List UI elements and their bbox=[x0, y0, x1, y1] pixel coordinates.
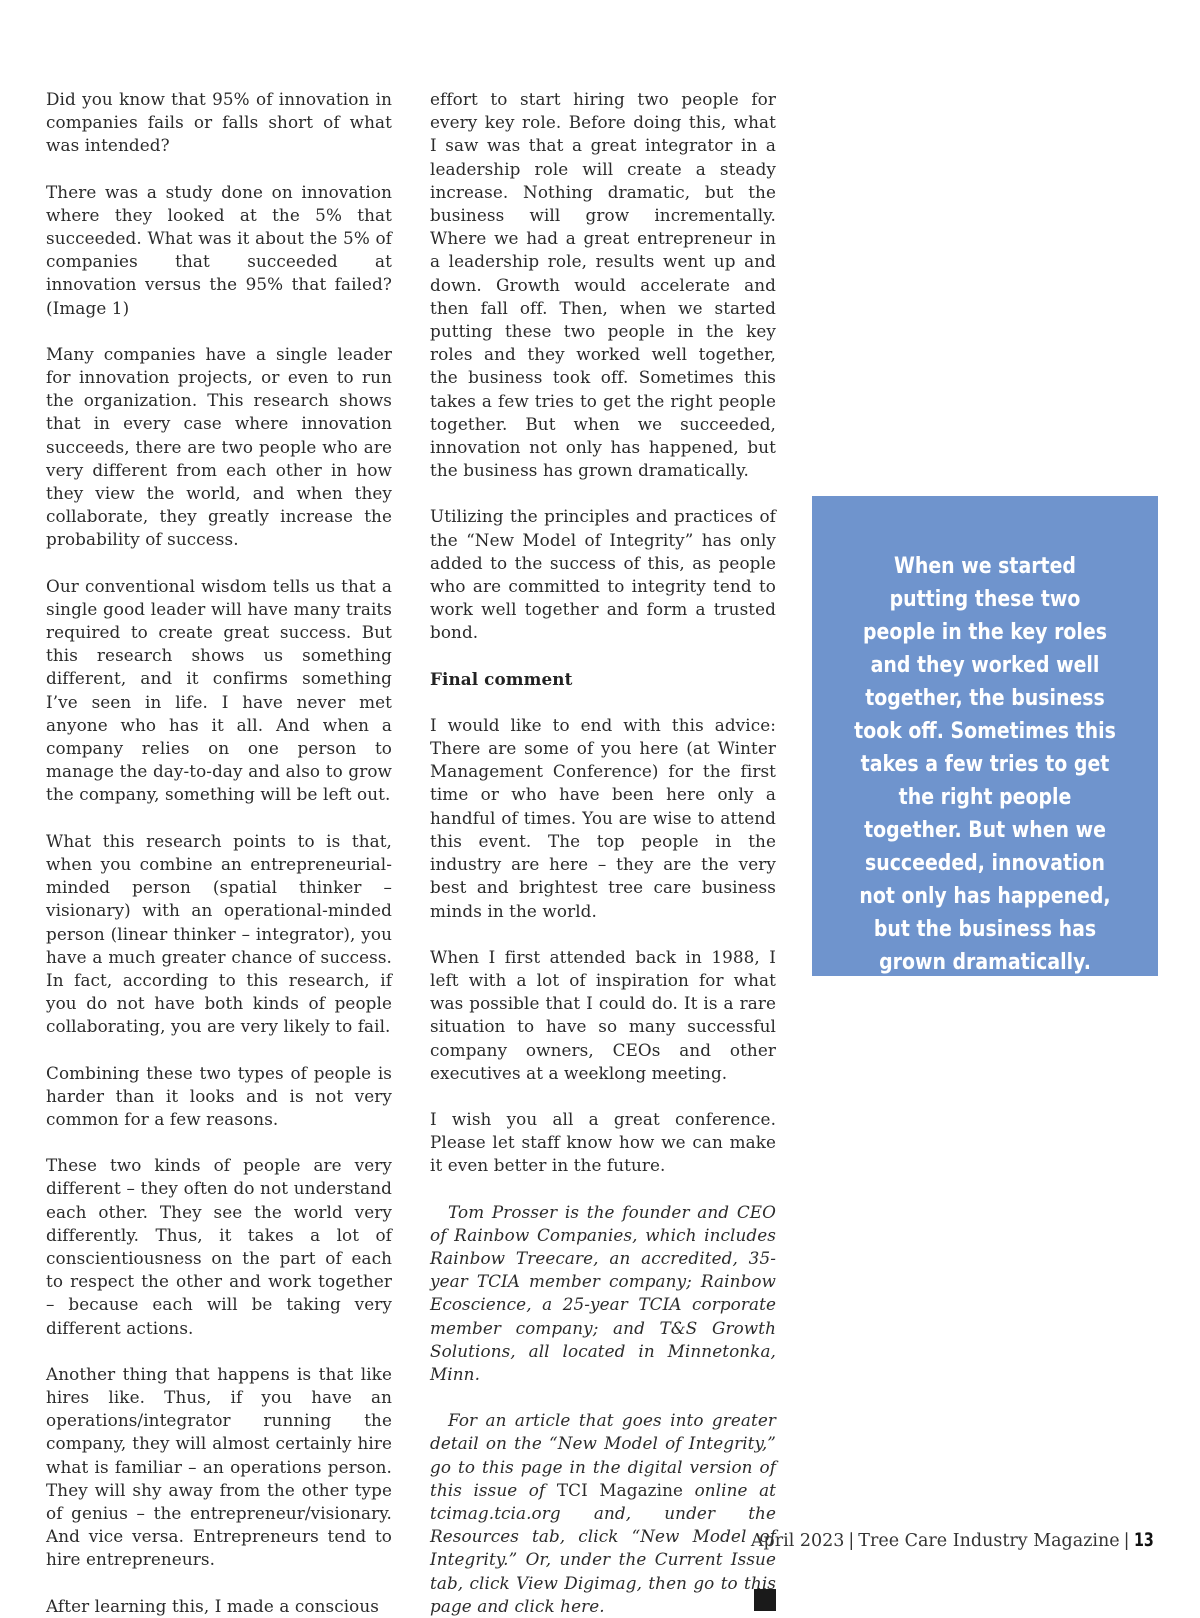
digital-edition-note bbox=[430, 1409, 776, 1618]
publication-name: Tree Care Industry Magazine bbox=[858, 1531, 1120, 1551]
page-footer bbox=[751, 1528, 1160, 1553]
paragraph: These two kinds of people are very different – they often do not understand each other. They see the world very differently. Thus, it takes a lot of conscientiousness on the part of each to respect the other and work together – because each will be taking very different actions. bbox=[46, 1155, 392, 1338]
paragraph: Utilizing the principles and practices of the “New Model of Integrity” has only added to the success of this, as people who are committed to integrity tend to work well together and form a trusted bond. bbox=[430, 506, 776, 643]
magazine-name: TCI Magazine bbox=[556, 1479, 684, 1500]
note-text: For an article that goes into greater detail on the “New Model of Integrity,” go to this page in the digital version of this issue of bbox=[430, 1410, 776, 1500]
paragraph: There was a study done on innovation where they looked at the 5% that succeeded. What was it about the 5% of companies that succeeded at innovation versus the 95% that failed? (Image 1) bbox=[46, 181, 392, 318]
paragraph: Did you know that 95% of innovation in companies fails or falls short of what was intended? bbox=[46, 89, 392, 156]
article-column-middle bbox=[430, 88, 776, 1618]
footer-separator: | bbox=[1123, 1531, 1130, 1551]
pull-quote-text: When we started putting these two people in the key roles and they worked well together, the business took off. Sometimes this takes a few tries to get the right people together. But when we succeeded, innovation not only has happened, but the business has grown dramatically. bbox=[854, 554, 1116, 975]
paragraph: What this research points to is that, when you combine an entrepreneurial-minded person (spatial thinker – visionary) with an operational-minded person (linear thinker – integrator), you have a much greater chance of success. In fact, according to this research, if you do not have both kinds of people collaborating, you are very likely to fail. bbox=[46, 830, 392, 1037]
page-number: 13 bbox=[1133, 1529, 1154, 1551]
paragraph: Combining these two types of people is harder than it looks and is not very common for a few reasons. bbox=[46, 1062, 392, 1129]
article-column-left bbox=[46, 88, 392, 1618]
author-bio: Tom Prosser is the founder and CEO of Rainbow Companies, which includes Rainbow Treecare, an accredited, 35-year TCIA member company; Rainbow Ecoscience, a 25-year TCIA corporate member company; and T&S Growth Solutions, all located in Minnetonka, Minn. bbox=[430, 1201, 776, 1384]
paragraph: Our conventional wisdom tells us that a single good leader will have many traits required to create great success. But this research shows us something different, and it confirms something I’ve seen in life. I have never met anyone who has it all. And when a company relies on one person to manage the day-to-day and also to grow the company, something will be left out. bbox=[46, 575, 392, 805]
footer-separator: | bbox=[848, 1531, 855, 1551]
paragraph: Another thing that happens is that like hires like. Thus, if you have an operations/integrator running the company, they will almost certainly hire what is familiar – an operations person. They will shy away from the other type of genius – the entrepreneur/visionary. And vice versa. Entrepreneurs tend to hire entrepreneurs. bbox=[46, 1363, 392, 1570]
pull-quote-box bbox=[812, 496, 1158, 976]
section-heading: Final comment bbox=[430, 668, 573, 689]
paragraph: Many companies have a single leader for innovation projects, or even to run the organization. This research shows that in every case where innovation succeeds, there are two people who are very different from each other in how they view the world, and when they collaborate, they greatly increase the probability of success. bbox=[46, 343, 392, 550]
paragraph: After learning this, I made a conscious bbox=[46, 1595, 379, 1616]
issue-date: April 2023 bbox=[750, 1531, 845, 1551]
paragraph: I wish you all a great conference. Please let staff know how we can make it even better in the future. bbox=[430, 1108, 776, 1176]
paragraph: When I first attended back in 1988, I left with a lot of inspiration for what was possible that I could do. It is a rare situation to have so many successful company owners, CEOs and other executives at a weeklong meeting. bbox=[430, 946, 776, 1083]
note-link-text[interactable]: online at tcimag.tcia.org and, under the Resources tab, click “New Model of Integrity.” Or, under the Current Issue tab, click View Digimag, then go to this page and click here. bbox=[430, 1479, 777, 1616]
paragraph: effort to start hiring two people for every key role. Before doing this, what I saw was that a great integrator in a leadership role will create a steady increase. Nothing dramatic, but the business will grow incrementally. Where we had a great entrepreneur in a leadership role, results went up and down. Growth would accelerate and then fall off. Then, when we started putting these two people in the key roles and they worked well together, the business took off. Sometimes this takes a few tries to get the right people together. But when we succeeded, innovation not only has happened, but the business has grown dramatically. bbox=[430, 89, 776, 481]
paragraph: I would like to end with this advice: There are some of you here (at Winter Management Conference) for the first time or who have been here only a handful of times. You are wise to attend this event. The top people in the industry are here – they are the very best and brightest tree care business minds in the world. bbox=[430, 714, 776, 921]
